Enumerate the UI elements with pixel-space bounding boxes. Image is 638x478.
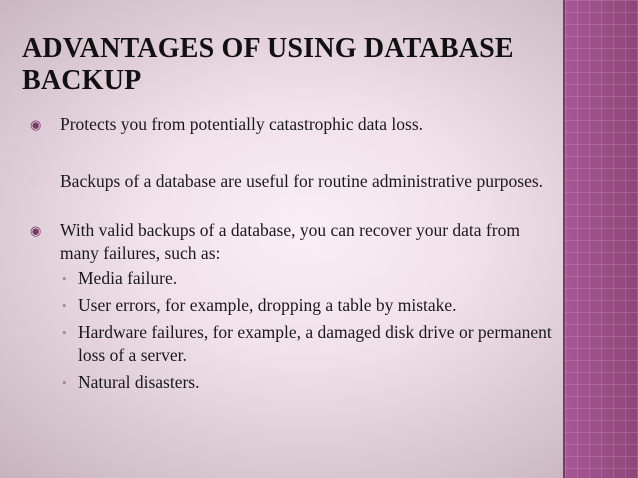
bullet-dot-icon: • — [62, 271, 67, 286]
sub-bullet-item — [60, 267, 555, 290]
sub-bullet-text: Hardware failures, for example, a damaged disk drive or permanent loss of a server. — [78, 322, 552, 365]
sub-bullet-list — [60, 267, 555, 394]
bullet-item — [30, 170, 555, 193]
sub-bullet-item — [60, 321, 555, 367]
bullet-item — [30, 113, 555, 136]
bullet-target-icon: ◉ — [30, 223, 42, 238]
decorative-side-strip — [565, 0, 638, 478]
bullet-item — [30, 219, 555, 394]
slide-body — [30, 113, 555, 398]
sub-bullet-text: Media failure. — [78, 268, 178, 288]
bullet-text: Backups of a database are useful for routine administrative purposes. — [60, 171, 544, 191]
sub-bullet-text: Natural disasters. — [78, 372, 200, 392]
sub-bullet-item — [60, 294, 555, 317]
bullet-dot-icon: • — [62, 325, 67, 340]
bullet-text: Protects you from potentially catastrophic data loss. — [60, 114, 424, 134]
bullet-target-icon: ◉ — [30, 117, 42, 132]
bullet-text: With valid backups of a database, you can recover your data from many failures, such as: — [60, 220, 520, 263]
slide-title-line-2: BACKUP — [22, 65, 142, 96]
sub-bullet-item — [60, 371, 555, 394]
bullet-circle-icon: ○ — [30, 174, 38, 189]
bullet-dot-icon: • — [62, 298, 67, 313]
slide-title — [22, 33, 562, 97]
slide-title-line-1: ADVANTAGES OF USING DATABASE — [22, 33, 514, 64]
sub-bullet-text: User errors, for example, dropping a table by mistake. — [78, 295, 457, 315]
bullet-dot-icon: • — [62, 375, 67, 390]
